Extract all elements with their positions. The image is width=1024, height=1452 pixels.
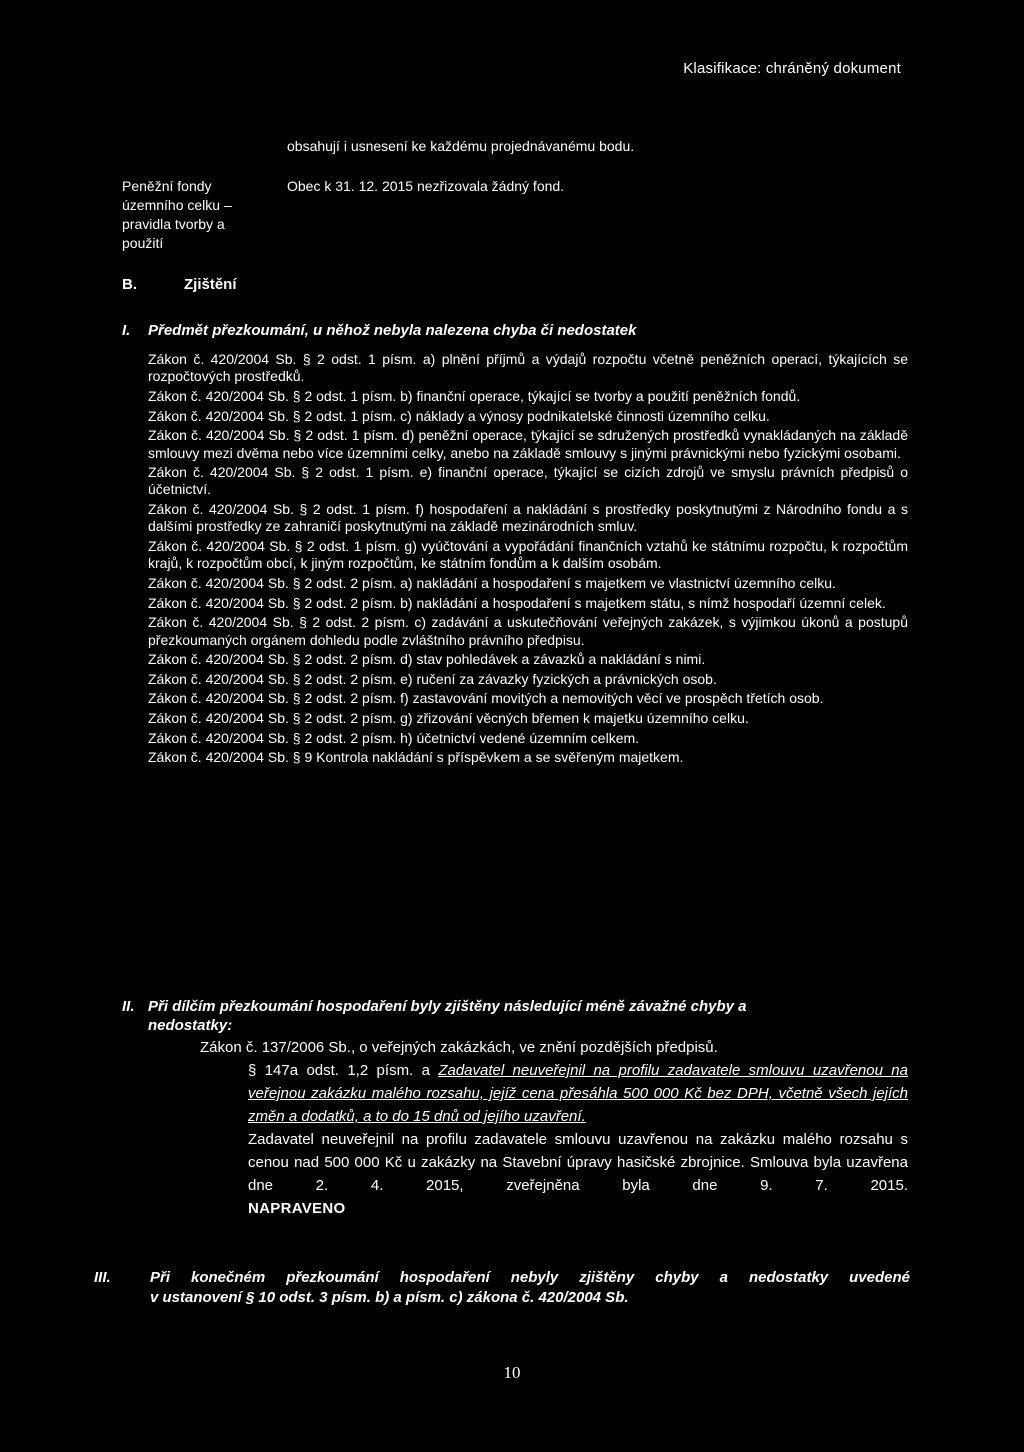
- law-item: Zákon č. 420/2004 Sb. § 2 odst. 1 písm. f) hospodaření a nakládání s prostředky poskytnutými z Národního fondu a s dalšími prostředky ze zahraničí poskytnutými na základě mezinárodních smluv.: [148, 501, 908, 535]
- section-ii-provision: [248, 1059, 908, 1128]
- law-item: Zákon č. 420/2004 Sb. § 2 odst. 1 písm. c) náklady a výnosy podnikatelské činnosti územního celku.: [148, 407, 770, 424]
- law-item: Zákon č. 420/2004 Sb. § 2 odst. 2 písm. d) stav pohledávek a závazků a nakládání s nimi.: [148, 651, 706, 668]
- section-ii-number: II.: [122, 998, 135, 1015]
- section-ii-title-line1: Při dílčím přezkoumání hospodaření byly zjištěny následující méně závažné chyby a: [148, 998, 747, 1015]
- section-b-heading: [122, 276, 237, 293]
- funds-text: Obec k 31. 12. 2015 nezřizovala žádný fond.: [287, 178, 565, 194]
- section-b-title: Zjištění: [184, 276, 237, 293]
- carryover-text: obsahují i usnesení ke každému projednávanému bodu.: [287, 138, 635, 154]
- law-item: Zákon č. 420/2004 Sb. § 2 odst. 2 písm. a) nakládání a hospodaření s majetkem ve vlastnictví územního celku.: [148, 574, 836, 591]
- classification-label: Klasifikace: chráněný dokument: [683, 60, 901, 77]
- section-b-number: B.: [122, 276, 137, 293]
- provision-underlined: Zadavatel neuveřejnil na profilu zadavatele smlouvu uzavřenou na veřejnou zakázku malého rozsahu, jejíž cena přesáhla 500 000 Kč bez DPH, včetně všech jejích změn a dodatků, a to do 15 dnů od jejího uzavření.: [248, 1062, 908, 1125]
- status-napraveno: NAPRAVENO: [248, 1200, 346, 1217]
- section-i-number: I.: [122, 322, 131, 339]
- law-item: Zákon č. 420/2004 Sb. § 2 odst. 2 písm. e) ručení za závazky fyzických a právnických osob.: [148, 670, 717, 687]
- section-i-title: Předmět přezkoumání, u něhož nebyla nalezena chyba či nedostatek: [148, 322, 637, 339]
- section-iii-heading: [94, 1268, 910, 1308]
- section-ii-heading: [122, 997, 910, 1035]
- section-ii-finding-block: [248, 1059, 908, 1220]
- section-iii-line1: Při konečném přezkoumání hospodaření nebyly zjištěny chyby a nedostatky uvedené: [150, 1269, 910, 1286]
- section-iii-line2: v ustanovení § 10 odst. 3 písm. b) a písm. c) zákona č. 420/2004 Sb.: [150, 1289, 629, 1306]
- law-item: Zákon č. 420/2004 Sb. § 2 odst. 1 písm. a) plnění příjmů a výdajů rozpočtu včetně peněžních operací, týkajících se rozpočtových prostředků.: [148, 351, 908, 385]
- section-i-heading: [122, 322, 636, 339]
- law-item: Zákon č. 420/2004 Sb. § 2 odst. 2 písm. g) zřizování věcných břemen k majetku územního celku.: [148, 710, 749, 727]
- page-number: 10: [503, 1363, 521, 1382]
- section-ii-title-line2: nedostatky:: [148, 1017, 233, 1034]
- law-item: Zákon č. 420/2004 Sb. § 2 odst. 1 písm. b) finanční operace, týkající se tvorby a použití peněžních fondů.: [148, 387, 801, 404]
- law-item: Zákon č. 420/2004 Sb. § 2 odst. 2 písm. f) zastavování movitých a nemovitých věcí ve prospěch třetích osob.: [148, 690, 824, 707]
- law-item: Zákon č. 420/2004 Sb. § 9 Kontrola nakládání s příspěvkem a se svěřeným majetkem.: [148, 749, 684, 766]
- law-item: Zákon č. 420/2004 Sb. § 2 odst. 2 písm. b) nakládání a hospodaření s majetkem státu, s nímž hospodaří územní celek.: [148, 594, 886, 611]
- law-item-list: [148, 351, 908, 769]
- law-item: Zákon č. 420/2004 Sb. § 2 odst. 2 písm. c) zadávání a uskutečňování veřejných zakázek, s výjimkou úkonů a postupů přezkoumaných orgánem dohledu podle zvláštního právního předpisu.: [148, 614, 908, 648]
- law-item: Zákon č. 420/2004 Sb. § 2 odst. 1 písm. d) peněžní operace, týkající se sdružených prostředků vynakládaných na základě smlouvy mezi dvěma nebo více územními celky, anebo na základě smlouvy s jinými právnickými nebo fyzickými osobami.: [148, 427, 908, 461]
- law-item: Zákon č. 420/2004 Sb. § 2 odst. 2 písm. h) účetnictví vedené územním celkem.: [148, 729, 640, 746]
- section-ii-law: Zákon č. 137/2006 Sb., o veřejných zakázkách, ve znění pozdějších předpisů.: [200, 1039, 718, 1056]
- funds-label: Peněžní fondy územního celku – pravidla tvorby a použití: [122, 178, 232, 251]
- section-ii-finding: Zadavatel neuveřejnil na profilu zadavatele smlouvu uzavřenou na zakázku malého rozsahu s cenou nad 500 000 Kč u zakázky na Stavební úpravy hasičské zbrojnice. Smlouva byla uzavřena dne 2. 4. 2015, zveřejněna byla dne 9. 7. 2015.: [248, 1131, 908, 1194]
- law-item: Zákon č. 420/2004 Sb. § 2 odst. 1 písm. e) finanční operace, týkající se cizích zdrojů ve smyslu právních předpisů o účetnictví.: [148, 464, 908, 498]
- provision-prefix: § 147a odst. 1,2 písm. a: [248, 1062, 439, 1079]
- law-item: Zákon č. 420/2004 Sb. § 2 odst. 1 písm. g) vyúčtování a vypořádání finančních vztahů ke státnímu rozpočtu, k rozpočtům krajů, k rozpočtům obcí, k jiným rozpočtům, ke státním fondům a k dalším osobám.: [148, 538, 908, 572]
- section-iii-number: III.: [94, 1269, 111, 1286]
